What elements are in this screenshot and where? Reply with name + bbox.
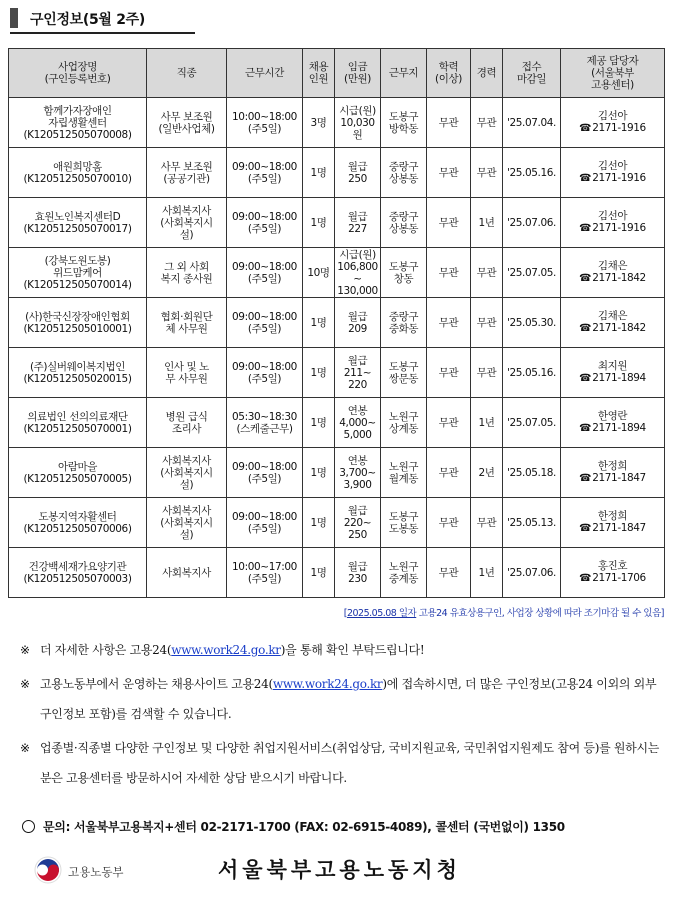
col-company: 사업장명 (구인등록번호) <box>9 49 147 98</box>
cell-contact <box>561 398 665 448</box>
col-education: 학력 (이상) <box>427 49 471 98</box>
taegeuk-logo-icon <box>34 856 62 884</box>
cell-deadline: '25.05.16. <box>503 148 561 198</box>
cell-count: 3명 <box>303 98 335 148</box>
cell-hours: 09:00~18:00 (주5일) <box>227 498 303 548</box>
contact-phone: ☎ 2171-1847 <box>562 472 663 485</box>
cell-wage: 시급(원) 10,030 원 <box>335 98 381 148</box>
table-row <box>9 398 665 448</box>
cell-company: 함께가자장애인 자립생활센터 (K120512505070008) <box>9 98 147 148</box>
note-text-end: )에 접속하시면, 더 많은 구인정보(고용24 이외의 외부 구인정보 포함)를 검색할 수 있습니다. <box>40 677 657 721</box>
table-row <box>9 98 665 148</box>
cell-career: 무관 <box>471 298 503 348</box>
table-body <box>9 98 665 598</box>
cell-company: 도봉지역자활센터 (K120512505070006) <box>9 498 147 548</box>
contact-name: 김채은 <box>597 310 628 322</box>
reference-mark-icon: ※ <box>20 741 30 755</box>
cell-company: 아람마을 (K120512505070005) <box>9 448 147 498</box>
contact-name: 한영란 <box>597 410 628 422</box>
cell-contact <box>561 348 665 398</box>
cell-deadline: '25.07.04. <box>503 98 561 148</box>
table-row <box>9 448 665 498</box>
contact-name: 김선아 <box>597 210 628 222</box>
cell-job: 인사 및 노 무 사무원 <box>147 348 227 398</box>
cell-career: 무관 <box>471 348 503 398</box>
table-header-row <box>9 49 665 98</box>
cell-hours: 10:00~17:00 (주5일) <box>227 548 303 598</box>
cell-job: 사회복지사 (사회복지시 설) <box>147 448 227 498</box>
page-title: 구인정보(5월 2주) <box>30 12 145 28</box>
office-name: 서울북부고용노동지청 <box>218 857 461 882</box>
contact-name: 김선아 <box>597 160 628 172</box>
cell-count: 1명 <box>303 148 335 198</box>
cell-job: 사회복지사 <box>147 548 227 598</box>
cell-education: 무관 <box>427 448 471 498</box>
cell-career: 2년 <box>471 448 503 498</box>
cell-company: (사)한국신장장애인협회 (K120512505010001) <box>9 298 147 348</box>
cell-count: 1명 <box>303 548 335 598</box>
cell-education: 무관 <box>427 248 471 298</box>
table-footnote: [2025.05.08 일자 고용24 유효상용구인, 사업장 상황에 따라 조기마감 될 수 있음] <box>343 608 664 619</box>
work24-link[interactable]: www.work24.go.kr <box>171 643 281 657</box>
cell-company: (주)실버웨이복지법인 (K120512505020015) <box>9 348 147 398</box>
contact-name: 한정희 <box>597 460 628 472</box>
table-row <box>9 198 665 248</box>
cell-career: 1년 <box>471 548 503 598</box>
cell-contact <box>561 548 665 598</box>
col-career: 경력 <box>471 49 503 98</box>
cell-education: 무관 <box>427 298 471 348</box>
cell-count: 1명 <box>303 348 335 398</box>
cell-job: 사무 보조원 (공공기관) <box>147 148 227 198</box>
cell-job: 사회복지사 (사회복지시 설) <box>147 198 227 248</box>
cell-company: 건강백세재가요양기관 (K120512505070003) <box>9 548 147 598</box>
cell-location: 도봉구 쌍문동 <box>381 348 427 398</box>
footnote-date: 2025.05.08 일자 <box>346 608 417 619</box>
table-row <box>9 248 665 298</box>
contact-phone: ☎ 2171-1842 <box>562 322 663 335</box>
col-hours: 근무시간 <box>227 49 303 98</box>
cell-career: 무관 <box>471 98 503 148</box>
cell-count: 1명 <box>303 448 335 498</box>
note-text: 더 자세한 사항은 고용24( <box>40 643 172 657</box>
cell-deadline: '25.05.30. <box>503 298 561 348</box>
cell-hours: 09:00~18:00 (주5일) <box>227 298 303 348</box>
cell-company: (강북도원도봉) 위드맘케어 (K120512505070014) <box>9 248 147 298</box>
cell-company: 효원노인복지센터D (K120512505070017) <box>9 198 147 248</box>
cell-wage: 시급(원) 106,800 ~ 130,000 <box>335 248 381 298</box>
circle-bullet-icon <box>22 820 35 833</box>
contact-phone: ☎ 2171-1894 <box>562 422 663 435</box>
cell-wage: 연봉 3,700~ 3,900 <box>335 448 381 498</box>
cell-count: 1명 <box>303 198 335 248</box>
cell-company: 의료법인 선의의료재단 (K120512505070001) <box>9 398 147 448</box>
section-header <box>10 6 664 32</box>
note-text: 고용노동부에서 운영하는 채용사이트 고용24( <box>40 677 273 691</box>
contact-name: 최지원 <box>597 360 628 372</box>
cell-location: 중랑구 상봉동 <box>381 148 427 198</box>
work24-link[interactable]: www.work24.go.kr <box>272 677 383 691</box>
cell-career: 무관 <box>471 248 503 298</box>
cell-count: 1명 <box>303 398 335 448</box>
cell-hours: 09:00~18:00 (주5일) <box>227 348 303 398</box>
cell-contact <box>561 248 665 298</box>
cell-career: 무관 <box>471 498 503 548</box>
col-wage: 임금 (만원) <box>335 49 381 98</box>
contact-name: 한정희 <box>597 510 628 522</box>
contact-phone: ☎ 2171-1916 <box>562 222 663 235</box>
cell-job: 협회·회원단 체 사무원 <box>147 298 227 348</box>
table-row <box>9 298 665 348</box>
cell-location: 도봉구 도봉동 <box>381 498 427 548</box>
cell-deadline: '25.05.13. <box>503 498 561 548</box>
footnote-text: 고용24 유효상용구인, 사업장 상황에 따라 조기마감 될 수 있음 <box>416 608 661 619</box>
cell-education: 무관 <box>427 348 471 398</box>
contact-name: 김채은 <box>597 260 628 272</box>
contact-text: 문의: 서울북부고용복지+센터 02-2171-1700 (FAX: 02-6915-4089), 콜센터 (국번없이) 1350 <box>43 820 565 834</box>
table-row <box>9 548 665 598</box>
cell-wage: 월급 227 <box>335 198 381 248</box>
note-item <box>18 733 664 793</box>
table-row <box>9 348 665 398</box>
cell-contact <box>561 148 665 198</box>
cell-location: 노원구 중계동 <box>381 548 427 598</box>
cell-company: 애원희망홈 (K120512505070010) <box>9 148 147 198</box>
header-bar <box>10 8 18 28</box>
cell-location: 도봉구 방학동 <box>381 98 427 148</box>
cell-education: 무관 <box>427 198 471 248</box>
col-job: 직종 <box>147 49 227 98</box>
contact-name: 김선아 <box>597 110 628 122</box>
reference-mark-icon: ※ <box>20 643 30 657</box>
header-underline <box>10 32 195 34</box>
contact-line <box>22 818 565 835</box>
cell-count: 10명 <box>303 248 335 298</box>
cell-deadline: '25.07.05. <box>503 248 561 298</box>
cell-location: 노원구 상계동 <box>381 398 427 448</box>
cell-wage: 연봉 4,000~ 5,000 <box>335 398 381 448</box>
cell-hours: 05:30~18:30 (스케줄근무) <box>227 398 303 448</box>
reference-mark-icon: ※ <box>20 677 30 691</box>
cell-career: 1년 <box>471 398 503 448</box>
cell-education: 무관 <box>427 98 471 148</box>
contact-phone: ☎ 2171-1847 <box>562 522 663 535</box>
cell-deadline: '25.07.05. <box>503 398 561 448</box>
contact-phone: ☎ 2171-1706 <box>562 572 663 585</box>
notes-section <box>18 635 664 797</box>
contact-phone: ☎ 2171-1916 <box>562 122 663 135</box>
cell-hours: 10:00~18:00 (주5일) <box>227 98 303 148</box>
cell-contact <box>561 198 665 248</box>
cell-education: 무관 <box>427 548 471 598</box>
contact-phone: ☎ 2171-1894 <box>562 372 663 385</box>
cell-wage: 월급 220~ 250 <box>335 498 381 548</box>
col-contact: 제공 담당자 (서울북부 고용센터) <box>561 49 665 98</box>
cell-career: 무관 <box>471 148 503 198</box>
cell-job: 사회복지사 (사회복지시 설) <box>147 498 227 548</box>
cell-count: 1명 <box>303 298 335 348</box>
cell-location: 중랑구 중화동 <box>381 298 427 348</box>
col-count: 채용 인원 <box>303 49 335 98</box>
note-item <box>18 635 664 665</box>
cell-wage: 월급 250 <box>335 148 381 198</box>
cell-contact <box>561 498 665 548</box>
cell-location: 노원구 월계동 <box>381 448 427 498</box>
contact-phone: ☎ 2171-1916 <box>562 172 663 185</box>
table-row <box>9 498 665 548</box>
cell-wage: 월급 230 <box>335 548 381 598</box>
cell-job: 사무 보조원 (일반사업체) <box>147 98 227 148</box>
cell-wage: 월급 211~ 220 <box>335 348 381 398</box>
cell-deadline: '25.07.06. <box>503 198 561 248</box>
cell-career: 1년 <box>471 198 503 248</box>
cell-contact <box>561 298 665 348</box>
cell-wage: 월급 209 <box>335 298 381 348</box>
cell-hours: 09:00~18:00 (주5일) <box>227 198 303 248</box>
cell-deadline: '25.05.16. <box>503 348 561 398</box>
cell-education: 무관 <box>427 398 471 448</box>
cell-count: 1명 <box>303 498 335 548</box>
cell-deadline: '25.05.18. <box>503 448 561 498</box>
cell-education: 무관 <box>427 148 471 198</box>
note-text-end: )을 통해 확인 부탁드립니다! <box>280 643 425 657</box>
contact-name: 홍진호 <box>597 560 628 572</box>
col-location: 근무지 <box>381 49 427 98</box>
cell-job: 병원 급식 조리사 <box>147 398 227 448</box>
contact-phone: ☎ 2171-1842 <box>562 272 663 285</box>
ministry-name: 고용노동부 <box>68 865 124 879</box>
cell-hours: 09:00~18:00 (주5일) <box>227 148 303 198</box>
cell-location: 중랑구 상봉동 <box>381 198 427 248</box>
cell-education: 무관 <box>427 498 471 548</box>
col-deadline: 접수 마감일 <box>503 49 561 98</box>
cell-hours: 09:00~18:00 (주5일) <box>227 248 303 298</box>
cell-deadline: '25.07.06. <box>503 548 561 598</box>
cell-location: 도봉구 창동 <box>381 248 427 298</box>
note-text: 업종별·직종별 다양한 구인정보 및 다양한 취업지원서비스(취업상담, 국비지원교육, 국민취업지원제도 참여 등)를 원하시는 분은 고용센터를 방문하시어 자세한 상담 받으시기 바랍니다. <box>40 741 660 785</box>
job-table <box>8 48 665 598</box>
table-row <box>9 148 665 198</box>
cell-job: 그 외 사회 복지 종사원 <box>147 248 227 298</box>
cell-contact <box>561 98 665 148</box>
cell-contact <box>561 448 665 498</box>
note-item <box>18 669 664 729</box>
cell-hours: 09:00~18:00 (주5일) <box>227 448 303 498</box>
